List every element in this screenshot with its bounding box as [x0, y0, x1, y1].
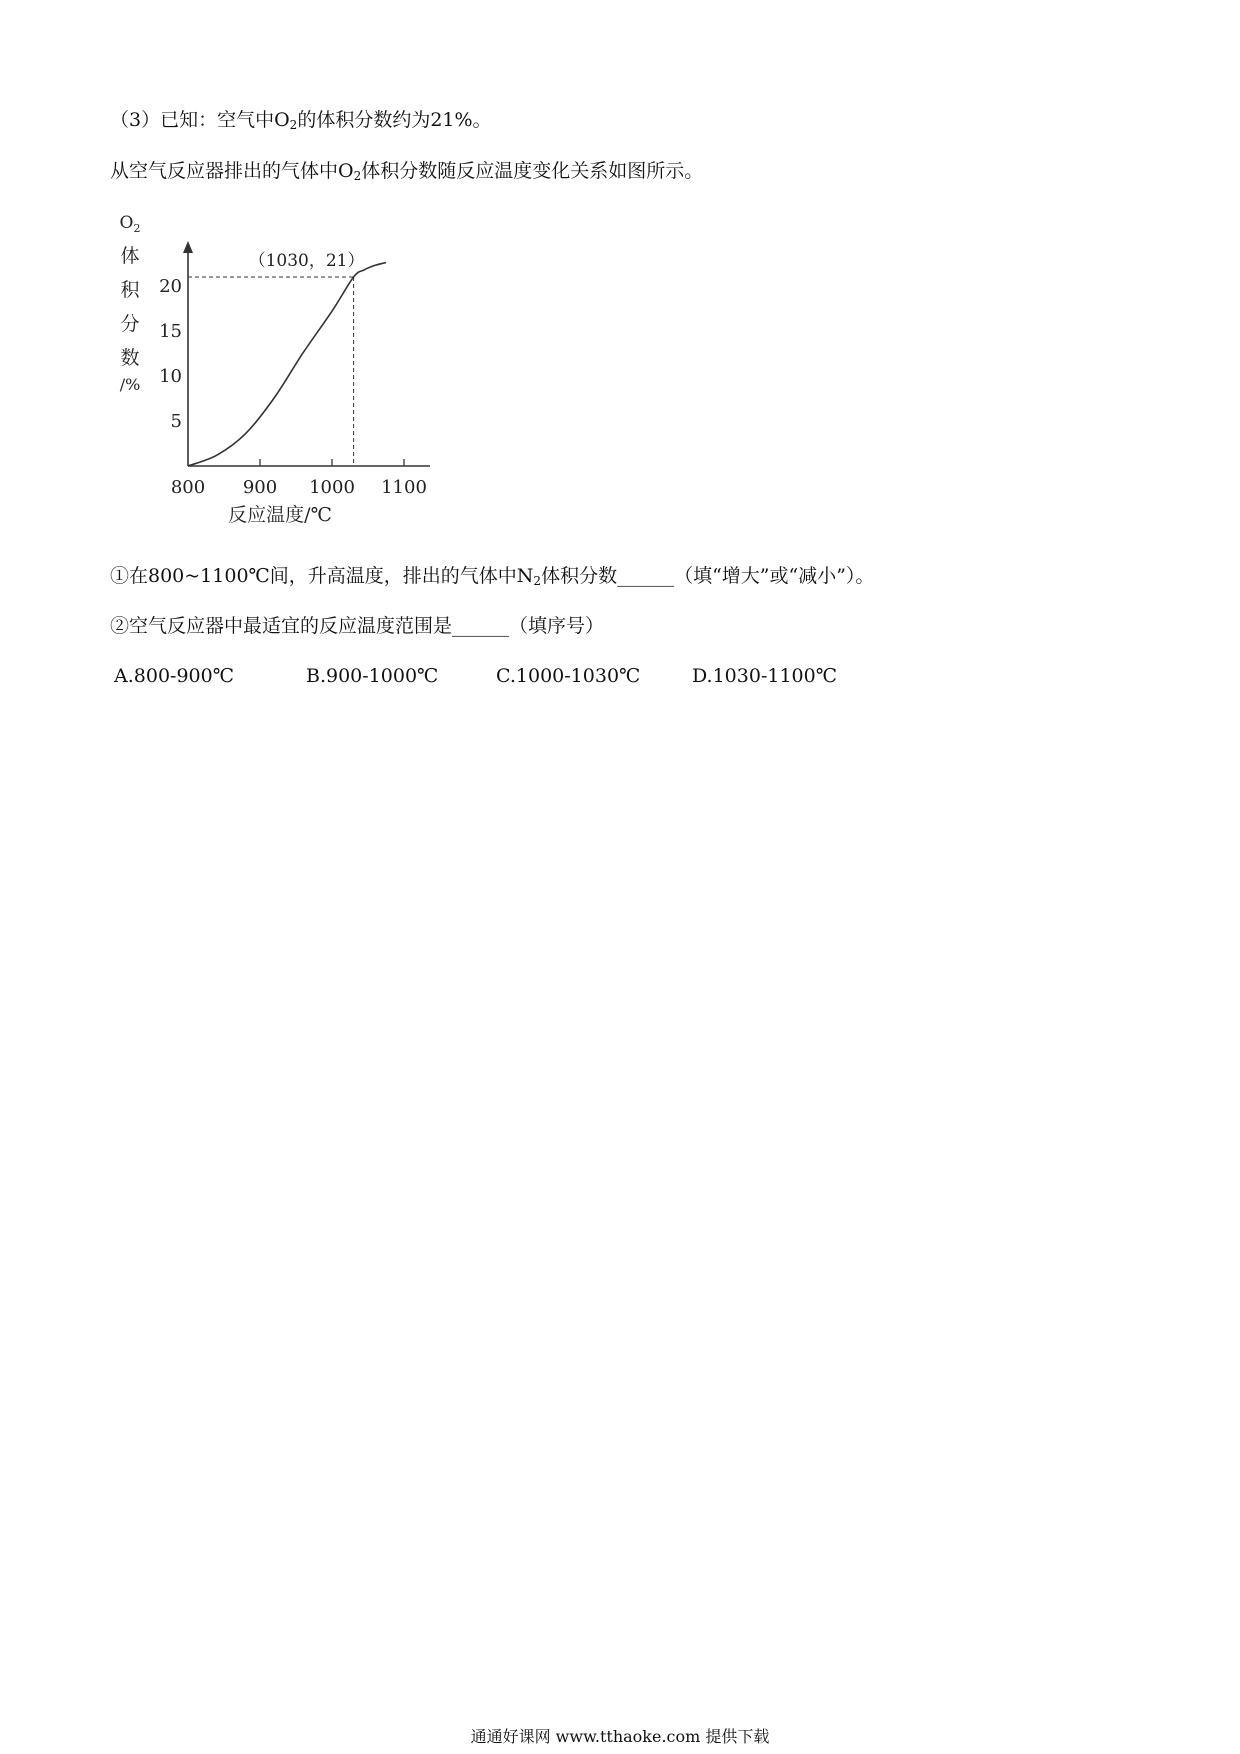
footer-credit: 通通好课网 www.tthaoke.com 提供下载: [470, 1727, 770, 1746]
option-d[interactable]: D.1030-1100℃: [692, 665, 837, 687]
x-tick-label: 800: [170, 477, 206, 498]
chart-svg: [110, 210, 430, 530]
option-c[interactable]: C.1000-1030℃: [496, 665, 641, 687]
point-annotation: （1030，21）: [248, 251, 365, 271]
y-axis-arrow: [183, 241, 193, 253]
option-a[interactable]: A.800-900℃: [114, 665, 234, 687]
y-label-group: [120, 213, 141, 394]
part3-subscript: 2: [289, 118, 298, 132]
q1-subscript: 2: [533, 574, 542, 588]
y-label-char-2: 积: [120, 279, 140, 301]
y-tick-label: 20: [159, 276, 182, 297]
y-label-char-4: 数: [120, 347, 140, 369]
question-1: [110, 563, 874, 589]
figure-intro-text: 从空气反应器排出的气体中O: [110, 160, 354, 182]
x-axis-label: 反应温度/℃: [228, 504, 332, 526]
q1-tail: 体积分数______（填“增大”或“减小”）。: [541, 565, 875, 587]
y-tick-label: 15: [159, 321, 182, 342]
question-part3-known: [110, 107, 492, 133]
x-tick-label: 900: [242, 477, 278, 498]
ticks: [159, 276, 427, 498]
part3-tail: 的体积分数约为21%。: [297, 109, 492, 131]
option-b[interactable]: B.900-1000℃: [306, 665, 439, 687]
guide-lines: [188, 277, 354, 466]
question-2: ②空气反应器中最适宜的反应温度范围是______（填序号）: [110, 615, 605, 637]
y-tick-label: 10: [159, 366, 182, 387]
part3-text: （3）已知：空气中O: [110, 109, 290, 131]
figure-intro-subscript: 2: [353, 169, 362, 183]
q1-text: ①在800~1100℃间，升高温度，排出的气体中N: [110, 565, 534, 587]
y-label-unit: /%: [119, 375, 141, 394]
x-tick-label: 1000: [309, 477, 355, 498]
o2-fraction-curve: [188, 263, 386, 466]
axes: [183, 241, 430, 471]
y-label-o2: $O_2$: [119, 213, 141, 235]
figure-intro: [110, 158, 703, 184]
y-label-char-3: 分: [120, 313, 140, 335]
o2-temperature-chart: [110, 210, 430, 530]
y-tick-label: 5: [170, 411, 182, 432]
x-tick-label: 1100: [381, 477, 427, 498]
y-label-char-1: 体: [120, 245, 140, 267]
curve-group: [188, 263, 386, 466]
figure-intro-tail: 体积分数随反应温度变化关系如图所示。: [361, 160, 704, 182]
